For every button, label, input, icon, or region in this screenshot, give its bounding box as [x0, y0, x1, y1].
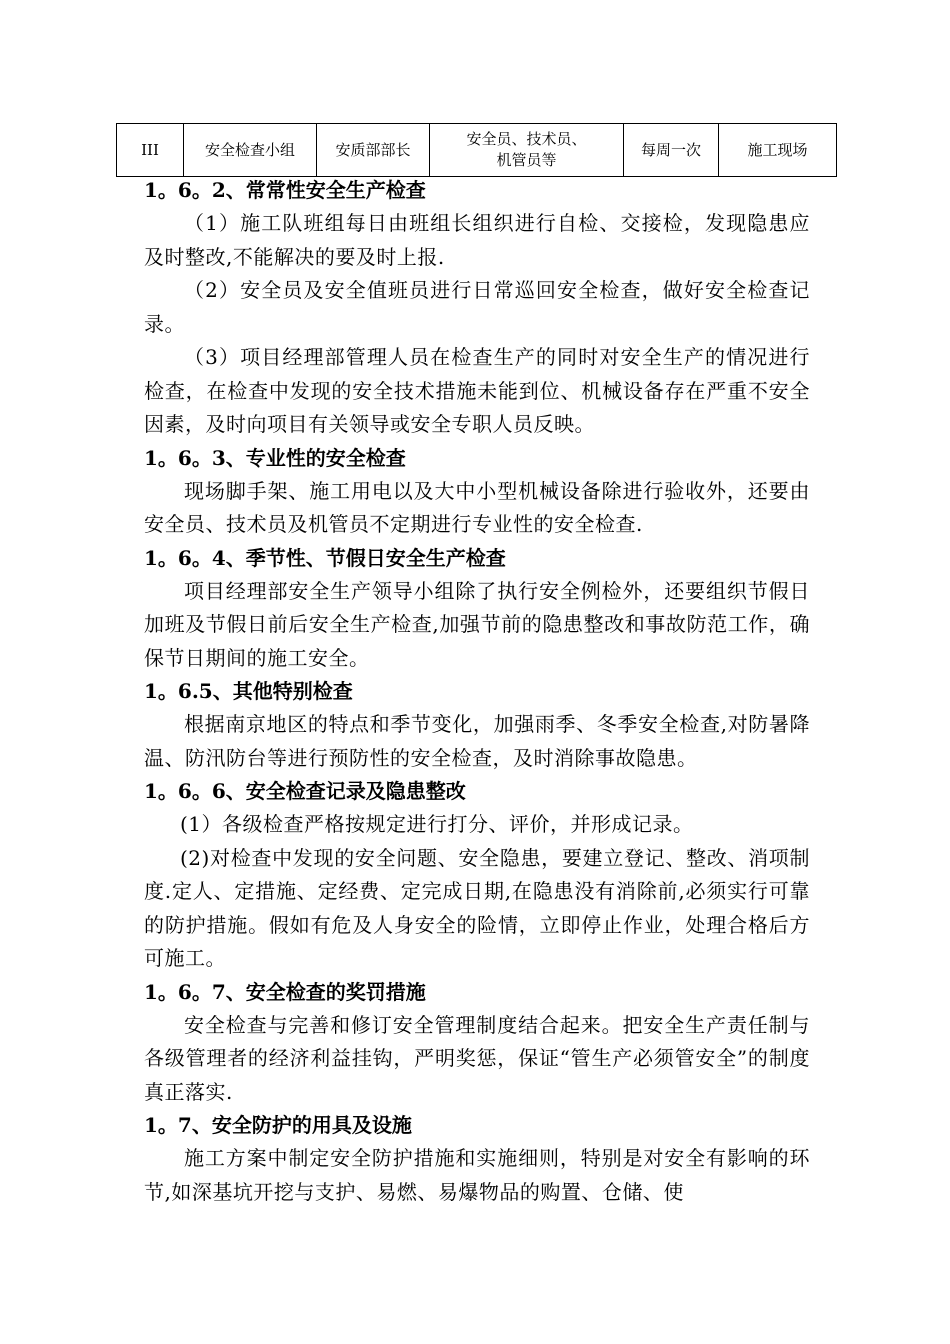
section-heading-1-6-7: 1。6。7、安全检查的奖罚措施	[144, 979, 426, 1004]
table-cell-participants: 安全员、技术员、 机管员等	[430, 124, 624, 177]
paragraph: 施工方案中制定安全防护措施和实施细则，特别是对安全有影响的环节,如深基坑开挖与支护、易燃、易爆物品的购置、仓储、使	[144, 1146, 810, 1204]
paragraph: (2)对检查中发现的安全问题、安全隐患，要建立登记、整改、消项制度.定人、定措施、定经费、定完成日期,在隐患没有消除前,必须实行可靠的防护措施。假如有危及人身安全的险情，立即停止作业，处理合格后方可施工。	[144, 845, 810, 970]
paragraph: （2）安全员及安全值班员进行日常巡回安全检查，做好安全检查记录。	[144, 278, 810, 336]
section-heading-1-7: 1。7、安全防护的用具及设施	[144, 1113, 412, 1137]
table-row	[117, 124, 837, 177]
section-heading-1-6-6: 1。6。6、安全检查记录及隐患整改	[144, 779, 466, 803]
paragraph: （1）施工队班组每日由班组长组织进行自检、交接检，发现隐患应及时整改,不能解决的要及时上报.	[144, 211, 810, 269]
inspection-table	[116, 123, 837, 177]
table-cell-level: III	[117, 124, 184, 177]
paragraph: (1）各级检查严格按规定进行打分、评价，并形成记录。	[180, 812, 694, 836]
document-body	[144, 174, 810, 1209]
section-heading-1-6-2: 1。6。2、常常性安全生产检查	[144, 178, 426, 202]
paragraph: （3）项目经理部管理人员在检查生产的同时对安全生产的情况进行检查，在检查中发现的安全技术措施未能到位、机械设备存在严重不安全因素，及时向项目有关领导或安全专职人员反映。	[144, 345, 810, 436]
table-cell-leader: 安质部部长	[317, 124, 430, 177]
table-cell-frequency: 每周一次	[624, 124, 719, 177]
paragraph: 现场脚手架、施工用电以及大中小型机械设备除进行验收外，还要由安全员、技术员及机管员不定期进行专业性的安全检查.	[144, 478, 810, 536]
section-heading-1-6-4: 1。6。4、季节性、节假日安全生产检查	[144, 545, 506, 570]
section-heading-1-6-3: 1。6。3、专业性的安全检查	[144, 445, 406, 470]
table-cell-location: 施工现场	[719, 124, 837, 177]
paragraph: 根据南京地区的特点和季节变化，加强雨季、冬季安全检查,对防暑降温、防汛防台等进行预防性的安全检查，及时消除事故隐患。	[144, 712, 810, 770]
paragraph: 安全检查与完善和修订安全管理制度结合起来。把安全生产责任制与各级管理者的经济利益挂钩，严明奖惩，保证“管生产必须管安全”的制度真正落实.	[144, 1012, 810, 1104]
table-cell-organizer: 安全检查小组	[184, 124, 317, 177]
section-heading-1-6-5: 1。6.5、其他特别检查	[144, 679, 353, 703]
paragraph: 项目经理部安全生产领导小组除了执行安全例检外，还要组织节假日加班及节假日前后安全生产检查,加强节前的隐患整改和事故防范工作，确保节日期间的施工安全。	[144, 578, 810, 670]
